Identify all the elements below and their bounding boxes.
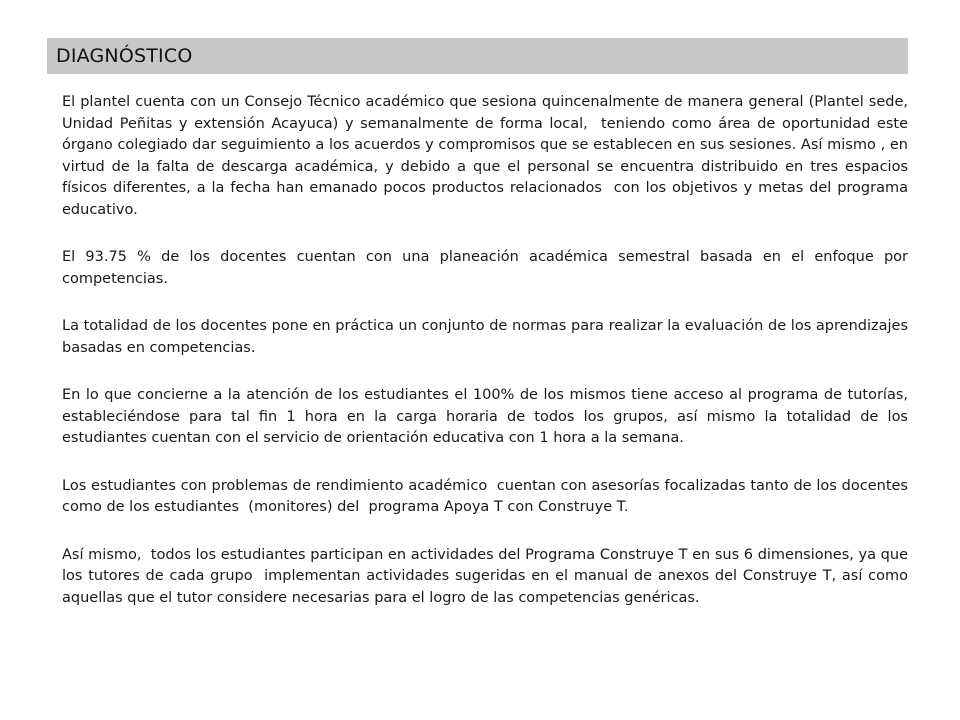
paragraph-evaluacion: La totalidad de los docentes pone en práctica un conjunto de normas para realizar la evaluación de los aprendizajes basadas en competencias.: [62, 318, 913, 356]
paragraph-tutorias: En lo que concierne a la atención de los estudiantes el 100% de los mismos tiene acceso al programa de tutorías, estableciéndose para tal fin 1 hora en la carga horaria de todos los grupos, así mismo la totalidad de los estudiantes cuentan con el servicio de orientación educativa con 1 hora a la semana.: [62, 387, 918, 446]
paragraph-planeacion: El 93.75 % de los docentes cuentan con una planeación académica semestral basada en el enfoque por competencias.: [62, 249, 913, 287]
title-bar: [47, 38, 908, 74]
page-title: DIAGNÓSTICO: [56, 45, 193, 67]
paragraph-construye-t: Así mismo, todos los estudiantes participan en actividades del Programa Construye T en sus 6 dimensiones, ya que los tutores de cada grupo implementan actividades sugeridas en el manual de anexos del Construye T, así como aquellas que el tutor considere necesarias para el logro de las competencias genéricas.: [62, 546, 913, 606]
body-text: [62, 92, 918, 609]
paragraph-asesorias: Los estudiantes con problemas de rendimiento académico cuentan con asesorías focalizadas tanto de los docentes como de los estudiantes (monitores) del programa Apoya T con Construye T.: [62, 477, 913, 515]
paragraph-consejo-tecnico: El plantel cuenta con un Consejo Técnico académico que sesiona quincenalmente de manera general (Plantel sede, Unidad Peñitas y extensión Acayuca) y semanalmente de forma local, teniendo como área de oportunidad este órgano colegiado dar seguimiento a los acuerdos y compromisos que se establecen en sus sesiones. Así mismo , en virtud de la falta de descarga académica, y debido a que el personal se encuentra distribuido en tres espacios físicos diferentes, a la fecha han emanado pocos productos relacionados con los objetivos y metas del programa educativo.: [62, 94, 913, 218]
